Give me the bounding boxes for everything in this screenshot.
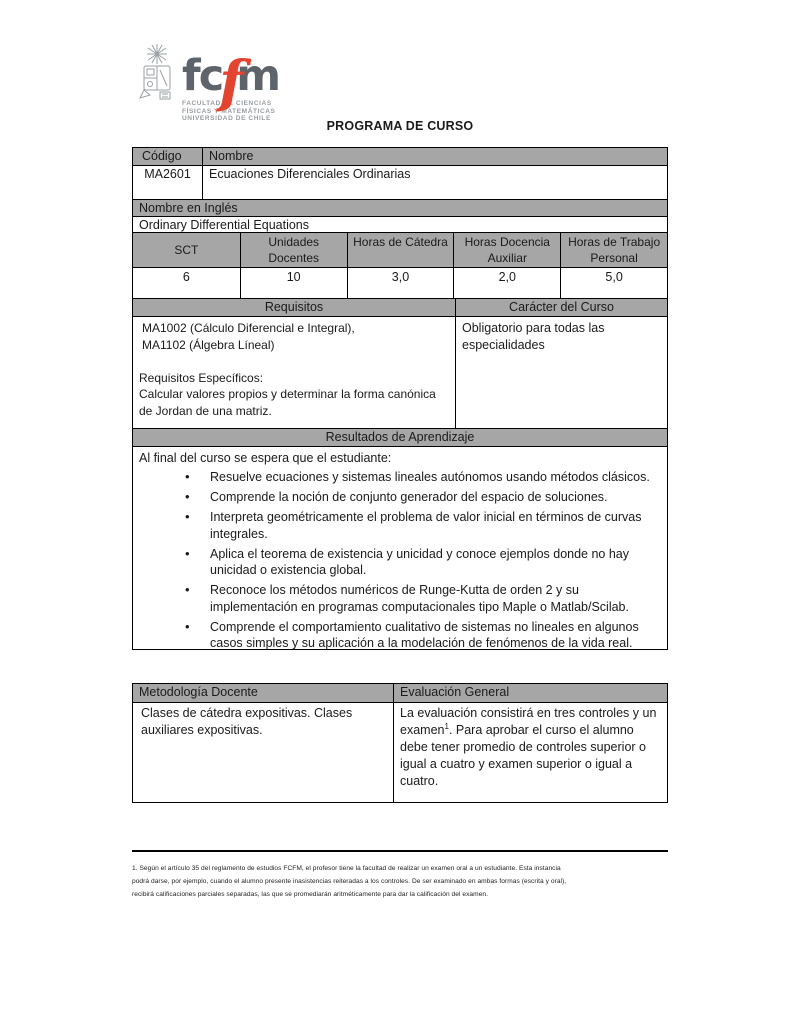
- nombre-header-cell: Nombre: [202, 148, 667, 165]
- nombre-ingles-value-cell: Ordinary Differential Equations: [139, 218, 309, 232]
- codigo-header-cell: Código: [133, 148, 202, 165]
- footnote-line: recibirá calificaciones parciales separadas, las que se promediarán aritméticamente para dar la calificación del examen.: [132, 891, 489, 898]
- learning-outcome-text: Aplica el teorema de existencia y unicidad y conoce ejemplos donde no hay unicidad o existencia global.: [210, 546, 630, 577]
- resultados-header-cell: Resultados de Aprendizaje: [133, 429, 667, 446]
- evaluacion-text: La evaluación consistirá en tres controles y un examen: [400, 706, 657, 737]
- logo-caption-line: FACULTAD DE CIENCIAS: [182, 100, 272, 107]
- hours-value-cell-unidades: 10: [240, 268, 347, 298]
- nombre-ingles-header-cell: Nombre en Inglés: [133, 200, 667, 216]
- hours-header-cell-catedra: Horas de Cátedra: [347, 233, 454, 267]
- requisito-line: Requisitos Específicos:: [139, 370, 264, 385]
- requisito-line: Calcular valores propios y determinar la forma canónica: [139, 387, 436, 401]
- learning-outcome-text: Reconoce los métodos numéricos de Runge-Kutta de orden 2 y su implementación en programas computacionales tipo Maple o Matlab/Scilab.: [210, 583, 629, 614]
- hours-value-cell-personal: 5,0: [560, 268, 667, 298]
- learning-outcome-item: [210, 619, 659, 650]
- learning-outcome-item: [210, 469, 659, 486]
- hours-header-cell-auxiliar: Horas Docencia Auxiliar: [453, 233, 560, 267]
- footnote-text: [132, 862, 672, 901]
- requisitos-header-cell: Requisitos: [133, 299, 455, 316]
- requisito-line: de Jordan de una matriz.: [139, 403, 272, 418]
- nombre-value-cell: Ecuaciones Diferenciales Ordinarias: [202, 166, 667, 199]
- page-title: PROGRAMA DE CURSO: [326, 119, 474, 133]
- hours-header-cell-personal: Horas de Trabajo Personal: [560, 233, 667, 267]
- codigo-value-cell: MA2601: [144, 167, 191, 181]
- learning-outcome-text: Resuelve ecuaciones y sistemas lineales autónomos usando métodos clásicos.: [210, 470, 650, 484]
- footnote-line: podrá darse, por ejemplo, cuando el alumno presente inasistencias reiteradas a los controles. De ser examinado en ambas formas (escrita y oral),: [132, 878, 567, 885]
- logo-caption-line: FÍSICAS Y MATEMÁTICAS: [182, 107, 276, 115]
- footnote-superscript: 1: [444, 721, 449, 731]
- learning-outcome-item: [210, 489, 659, 506]
- wordmark-fc: fc: [182, 50, 223, 101]
- evaluacion-content-cell: [393, 703, 667, 802]
- resultados-content-cell: [133, 447, 667, 649]
- fcfm-logo: [138, 42, 279, 123]
- learning-outcome-item: [210, 546, 659, 579]
- logo-caption-line: UNIVERSIDAD DE CHILE: [182, 115, 271, 122]
- learning-outcome-text: Comprende el comportamiento cualitativo de sistemas no lineales en algunos casos simples y su aplicación a la modelación de fenómenos de la vida real.: [210, 619, 639, 649]
- requisito-line: MA1002 (Cálculo Diferencial e Integral),: [142, 321, 355, 335]
- hours-value-cell-sct: 6: [182, 270, 190, 284]
- learning-outcome-text: Comprende la noción de conjunto generador del espacio de soluciones.: [210, 490, 608, 504]
- wordmark-m: m: [236, 50, 280, 101]
- resultados-intro: Al final del curso se espera que el estudiante:: [139, 451, 392, 465]
- learning-outcome-item: [210, 582, 659, 615]
- caracter-content-cell: Obligatorio para todas las especialidades: [455, 317, 667, 428]
- course-program-table: [132, 147, 668, 803]
- evaluacion-header-cell: Evaluación General: [393, 684, 667, 702]
- hours-value-cell-catedra: 3,0: [347, 268, 454, 298]
- hours-value-cell-auxiliar: 2,0: [453, 268, 560, 298]
- metodologia-content-cell: Clases de cátedra expositivas. Clases auxiliares expositivas.: [141, 706, 353, 737]
- learning-outcomes-list: [139, 469, 659, 649]
- requisito-line: MA1102 (Álgebra Líneal): [142, 337, 275, 352]
- metodologia-header-cell: Metodología Docente: [133, 684, 393, 702]
- learning-outcome-item: [210, 509, 659, 542]
- course-info-table: [132, 147, 668, 650]
- footnote-divider: [132, 850, 668, 852]
- caracter-header-cell: Carácter del Curso: [455, 299, 667, 316]
- evaluacion-text: . Para aprobar el curso el alumno debe tener promedio de controles superior o igual a cuatro y examen superior o igual a cuatro.: [400, 723, 646, 788]
- requisitos-content-cell: [133, 317, 455, 428]
- requisito-line: [139, 353, 449, 370]
- university-crest-icon: [138, 42, 176, 118]
- learning-outcome-text: Interpreta geométricamente el problema de valor inicial en términos de curvas integrales.: [210, 510, 642, 541]
- hours-header-cell-unidades: Unidades Docentes: [240, 233, 347, 267]
- hours-header-cell-sct: SCT: [133, 233, 240, 267]
- methodology-evaluation-table: [132, 683, 668, 803]
- footnote-line: 1. Según el artículo 35 del reglamento de estudios FCFM, el profesor tiene la facultad de realizar un examen oral a un estudiante. Esta instancia: [132, 865, 561, 872]
- wordmark-red-f: f: [219, 48, 242, 115]
